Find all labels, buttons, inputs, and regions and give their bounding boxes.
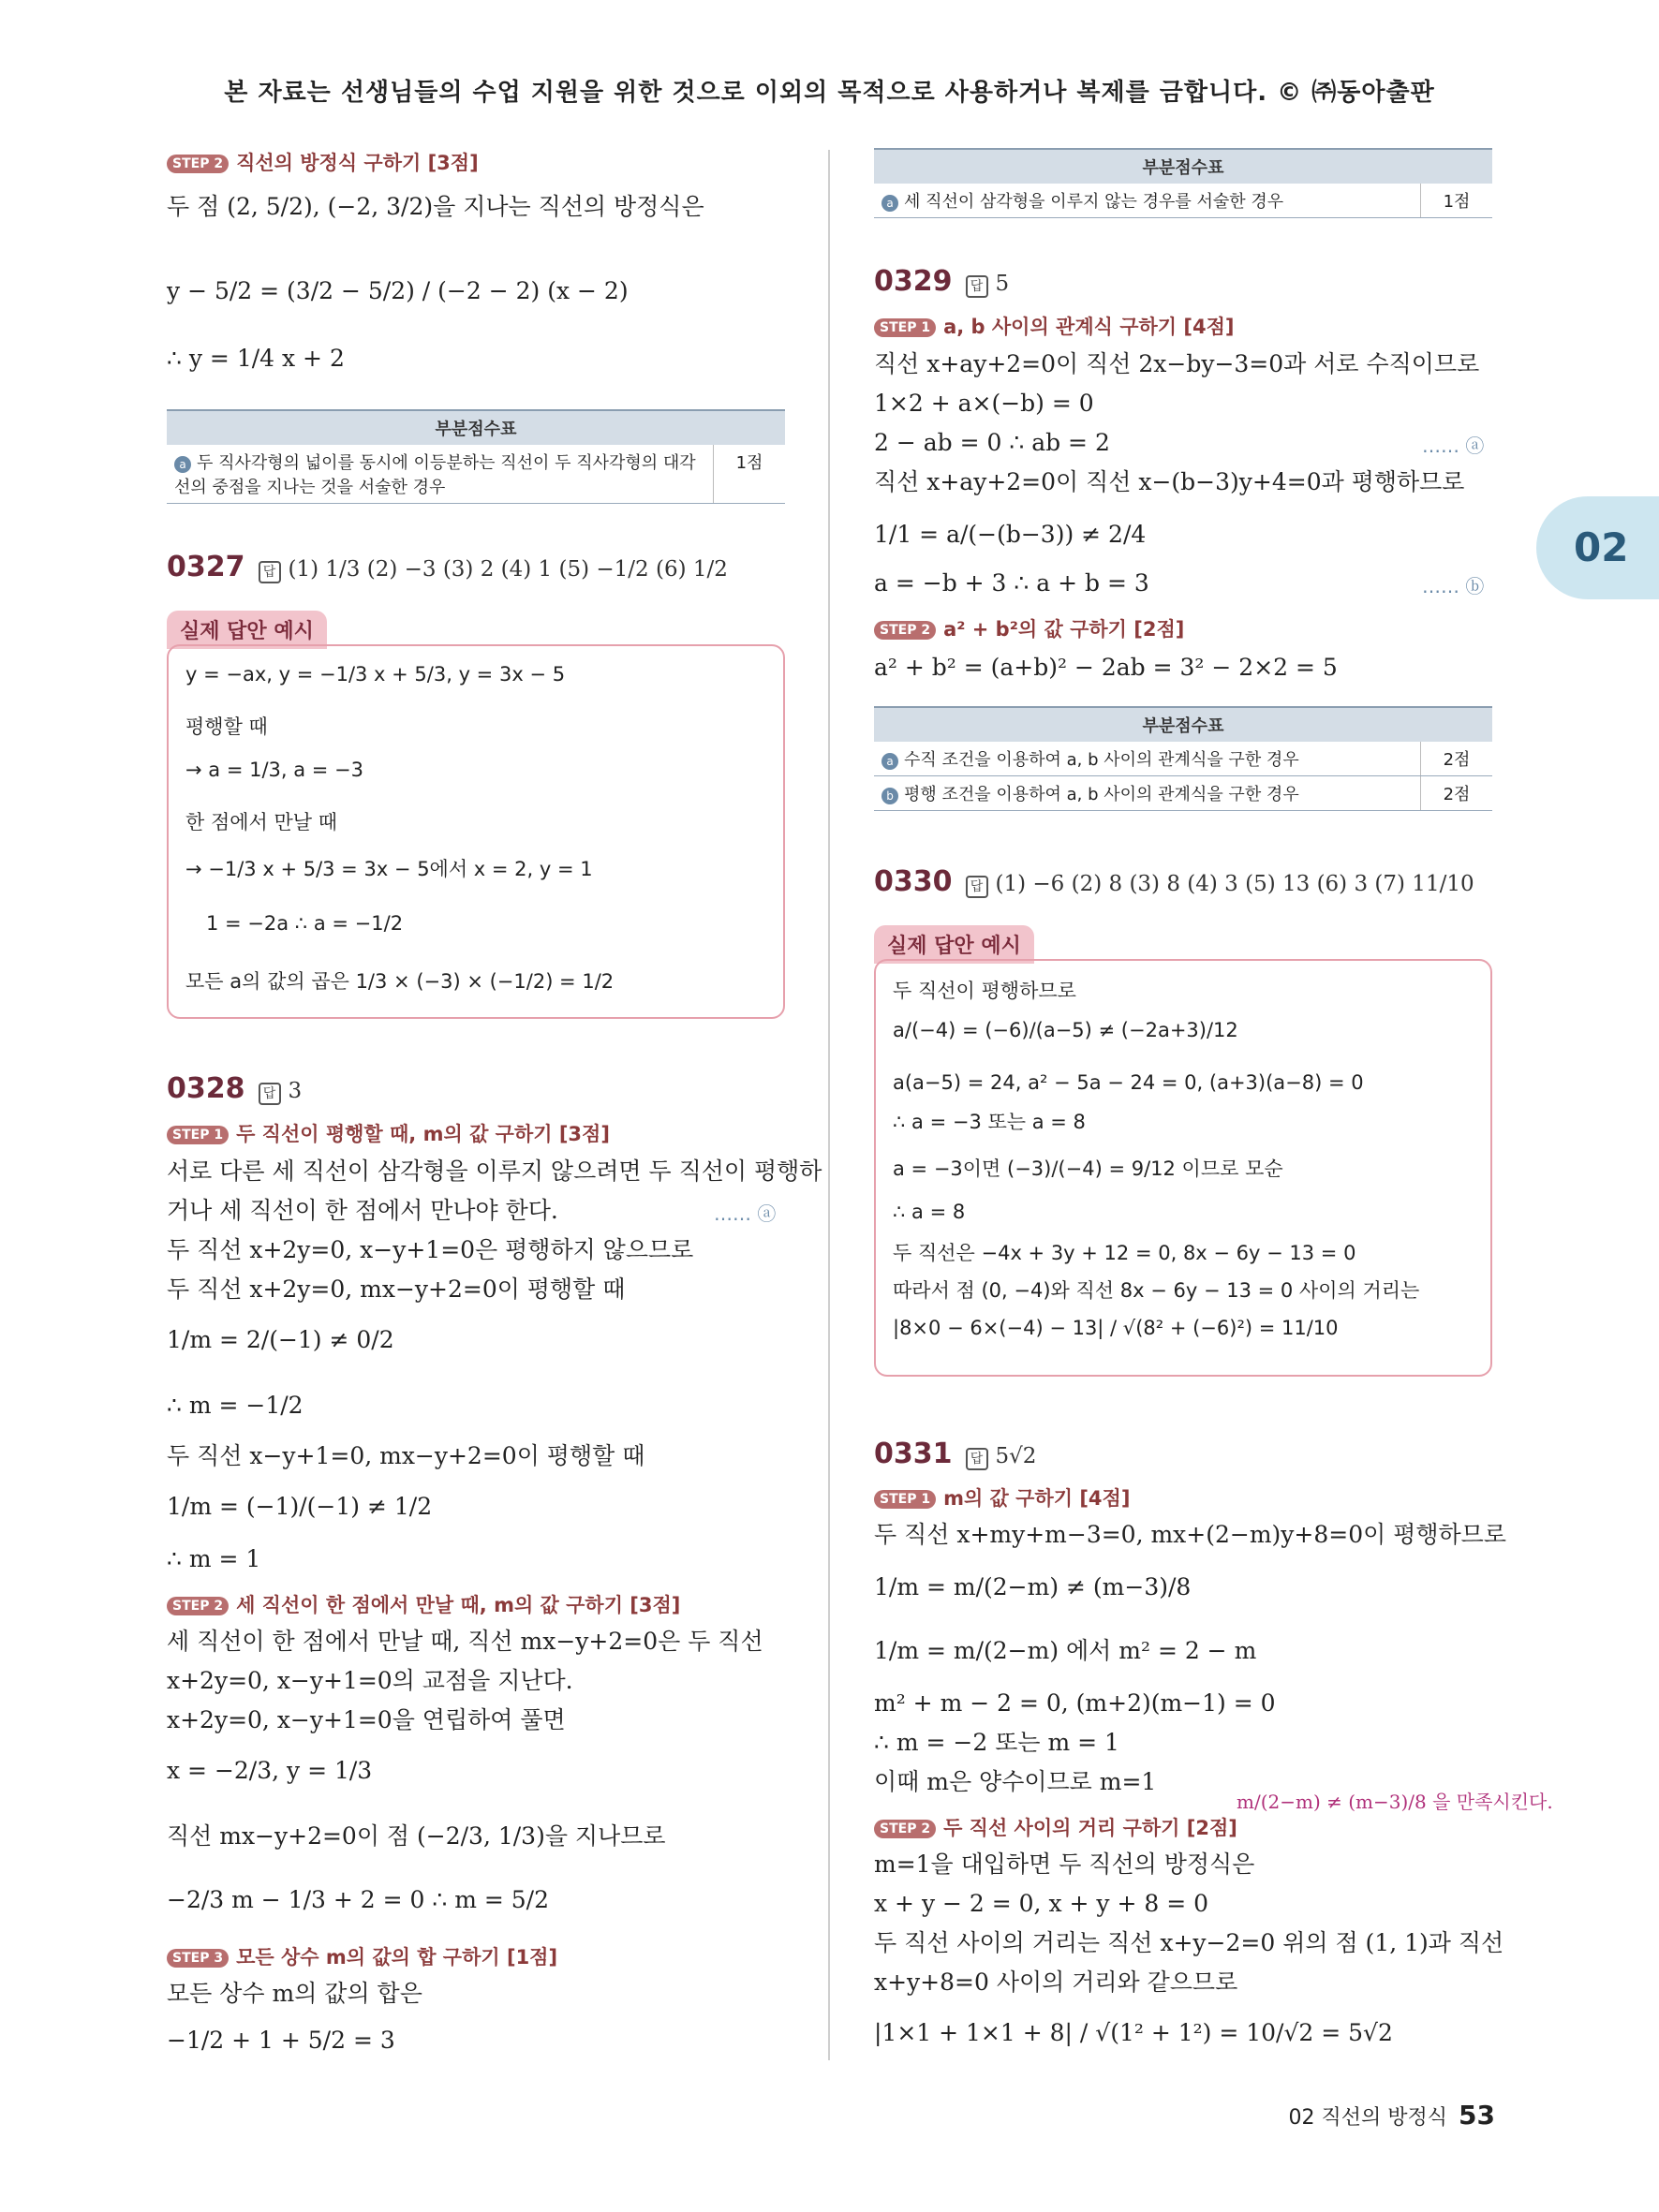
handwritten-line: a(a−5) = 24, a² − 5a − 24 = 0, (a+3)(a−8) = 0 — [893, 1071, 1364, 1094]
handwritten-line: → −1/3 x + 5/3 = 3x − 5에서 x = 2, y = 1 — [185, 858, 593, 880]
score-row — [874, 184, 1492, 218]
equation-line: |1×1 + 1×1 + 8| / √(1² + 1²) = 10/√2 = 5√2 — [874, 2019, 1393, 2046]
text-line: x+y+8=0 사이의 거리와 같으므로 — [874, 1969, 1238, 1996]
handwritten-line: 평행할 때 — [185, 715, 268, 738]
score-points: 1점 — [1443, 192, 1471, 212]
equation-line: ∴ m = −2 또는 m = 1 — [874, 1729, 1119, 1756]
marker-b: …… ⓑ — [1422, 575, 1485, 597]
answer-text: 3 — [288, 1079, 303, 1103]
equation-line: ∴ y = 1/4 x + 2 — [167, 345, 345, 372]
score-table-head: 부분점수표 — [874, 708, 1492, 742]
answer-text: (1) −6 (2) 8 (3) 8 (4) 3 (5) 13 (6) 3 (7) 11/10 — [995, 872, 1474, 896]
equation-line: 1×2 + a×(−b) = 0 — [874, 390, 1094, 417]
score-row — [167, 445, 785, 504]
handwritten-line: → a = 1/3, a = −3 — [185, 759, 364, 781]
equation-line: ∴ m = 1 — [167, 1545, 261, 1572]
question-number: 0331 — [874, 1438, 953, 1470]
text-line: 거나 세 직선이 한 점에서 만나야 한다. — [167, 1197, 558, 1224]
step1-heading: STEP 1 m의 값 구하기 [4점] — [874, 1483, 1130, 1512]
equation-line: 1/m = m/(2−m) ≠ (m−3)/8 — [874, 1573, 1192, 1600]
equation-line: 1/m = (−1)/(−1) ≠ 1/2 — [167, 1493, 433, 1520]
copyright-notice: 본 자료는 선생님들의 수업 지원을 위한 것으로 이외의 목적으로 사용하거나 복제를 금합니다. © ㈜동아출판 — [224, 79, 1435, 107]
handwritten-line: a/(−4) = (−6)/(a−5) ≠ (−2a+3)/12 — [893, 1019, 1238, 1041]
example-label: 실제 답안 예시 — [874, 925, 1034, 964]
question-number: 0329 — [874, 265, 953, 298]
text-line: 두 직선 사이의 거리는 직선 x+y−2=0 위의 점 (1, 1)과 직선 — [874, 1929, 1504, 1956]
text-line: m=1을 대입하면 두 직선의 방정식은 — [874, 1851, 1255, 1878]
text-line: 두 직선 x+2y=0, x−y+1=0은 평행하지 않으므로 — [167, 1236, 694, 1263]
question-0329-head — [874, 265, 1009, 298]
marker-a: …… ⓐ — [714, 1202, 777, 1225]
question-0327-head — [167, 551, 728, 583]
text-line: x+2y=0, x−y+1=0의 교점을 지난다. — [167, 1667, 573, 1694]
step2-heading: STEP 2 a² + b²의 값 구하기 [2점] — [874, 614, 1184, 642]
margin-note: m/(2−m) ≠ (m−3)/8 을 만족시킨다. — [1237, 1791, 1553, 1813]
score-table-head: 부분점수표 — [167, 411, 785, 445]
score-row — [874, 742, 1492, 776]
text-line: 직선 x+ay+2=0이 직선 2x−by−3=0과 서로 수직이므로 — [874, 350, 1480, 377]
text-line: 직선 mx−y+2=0이 점 (−2/3, 1/3)을 지나므로 — [167, 1822, 666, 1850]
text-line: 서로 다른 세 직선이 삼각형을 이루지 않으려면 두 직선이 평행하 — [167, 1158, 822, 1185]
example-answer-box — [874, 959, 1492, 1377]
circle-a-icon: a — [881, 195, 898, 212]
score-desc: 세 직선이 삼각형을 이루지 않는 경우를 서술한 경우 — [904, 192, 1284, 212]
equation-line: ∴ m = −1/2 — [167, 1392, 304, 1419]
score-desc: 평행 조건을 이용하여 a, b 사이의 관계식을 구한 경우 — [904, 785, 1299, 804]
score-desc: 수직 조건을 이용하여 a, b 사이의 관계식을 구한 경우 — [904, 750, 1299, 770]
equation-line: x + y − 2 = 0, x + y + 8 = 0 — [874, 1890, 1209, 1917]
handwritten-line: |8×0 − 6×(−4) − 13| / √(8² + (−6)²) = 11/10 — [893, 1317, 1339, 1339]
equation-line: 1/m = m/(2−m) 에서 m² = 2 − m — [874, 1637, 1257, 1664]
question-0331-head — [874, 1438, 1036, 1470]
equation-line: −2/3 m − 1/3 + 2 = 0 ∴ m = 5/2 — [167, 1886, 549, 1913]
text-line: 세 직선이 한 점에서 만날 때, 직선 mx−y+2=0은 두 직선 — [167, 1628, 763, 1655]
partial-score-table — [167, 409, 785, 504]
equation-line: 1/m = 2/(−1) ≠ 0/2 — [167, 1326, 394, 1353]
handwritten-line: 두 직선은 −4x + 3y + 12 = 0, 8x − 6y − 13 = 0 — [893, 1242, 1356, 1264]
answer-icon: 답 — [259, 1083, 281, 1105]
answer-text: 5√2 — [995, 1444, 1037, 1468]
circle-a-icon: a — [174, 456, 191, 473]
question-number: 0330 — [874, 865, 953, 898]
example-answer-box — [167, 644, 785, 1019]
handwritten-line: 1 = −2a ∴ a = −1/2 — [206, 912, 404, 935]
handwritten-line: 모든 a의 값의 곱은 1/3 × (−3) × (−1/2) = 1/2 — [185, 970, 615, 993]
text-line: 직선 x+ay+2=0이 직선 x−(b−3)y+4=0과 평행하므로 — [874, 468, 1465, 495]
step2-heading: STEP 2 세 직선이 한 점에서 만날 때, m의 값 구하기 [3점] — [167, 1590, 680, 1618]
step1-heading: STEP 1 a, b 사이의 관계식 구하기 [4점] — [874, 312, 1234, 340]
answer-text: 5 — [995, 272, 1010, 296]
answer-icon: 답 — [966, 275, 988, 298]
score-points: 1점 — [735, 453, 763, 473]
equation-line: a² + b² = (a+b)² − 2ab = 3² − 2×2 = 5 — [874, 654, 1338, 681]
text-line: 이때 m은 양수이므로 m=1 — [874, 1768, 1157, 1795]
step1-heading: STEP 1 두 직선이 평행할 때, m의 값 구하기 [3점] — [167, 1119, 610, 1147]
partial-score-table — [874, 148, 1492, 218]
score-table-head: 부분점수표 — [874, 150, 1492, 184]
text-line: 두 직선 x−y+1=0, mx−y+2=0이 평행할 때 — [167, 1442, 645, 1469]
step3-heading: STEP 3 모든 상수 m의 값의 합 구하기 [1점] — [167, 1942, 557, 1970]
text-line: x+2y=0, x−y+1=0을 연립하여 풀면 — [167, 1706, 566, 1733]
handwritten-line: 한 점에서 만날 때 — [185, 811, 338, 833]
equation-line: a = −b + 3 ∴ a + b = 3 — [874, 569, 1149, 597]
equation-line: x = −2/3, y = 1/3 — [167, 1757, 373, 1784]
chapter-tab: 02 — [1536, 496, 1659, 599]
step2-heading: STEP 2 두 직선 사이의 거리 구하기 [2점] — [874, 1813, 1237, 1841]
chapter-title: 02 직선의 방정식 — [1288, 2106, 1448, 2130]
score-desc: 두 직사각형의 넓이를 동시에 이등분하는 직선이 두 직사각형의 대각선의 중점을 지나는 것을 서술한 경우 — [174, 453, 696, 497]
text-line: 두 직선 x+my+m−3=0, mx+(2−m)y+8=0이 평행하므로 — [874, 1521, 1506, 1548]
page-footer — [1289, 2100, 1495, 2131]
partial-score-table — [874, 706, 1492, 811]
question-0330-head — [874, 865, 1474, 898]
handwritten-line: a = −3이면 (−3)/(−4) = 9/12 이므로 모순 — [893, 1158, 1283, 1180]
handwritten-line: y = −ax, y = −1/3 x + 5/3, y = 3x − 5 — [185, 663, 566, 686]
answer-text: (1) 1/3 (2) −3 (3) 2 (4) 1 (5) −1/2 (6) 1/2 — [288, 557, 728, 582]
handwritten-line: ∴ a = −3 또는 a = 8 — [893, 1111, 1086, 1133]
text-line: 두 점 (2, 5/2), (−2, 3/2)을 지나는 직선의 방정식은 — [167, 193, 704, 220]
text-line: 두 직선 x+2y=0, mx−y+2=0이 평행할 때 — [167, 1276, 626, 1303]
example-label: 실제 답안 예시 — [167, 611, 327, 649]
text-line: 모든 상수 m의 값의 합은 — [167, 1980, 422, 2007]
column-divider — [828, 150, 830, 2060]
equation-line: 1/1 = a/(−(b−3)) ≠ 2/4 — [874, 521, 1147, 548]
question-0328-head — [167, 1072, 302, 1105]
handwritten-line: ∴ a = 8 — [893, 1201, 966, 1223]
score-points: 2점 — [1443, 750, 1471, 770]
equation-line: 2 − ab = 0 ∴ ab = 2 — [874, 429, 1110, 456]
question-number: 0328 — [167, 1072, 245, 1105]
equation-line: m² + m − 2 = 0, (m+2)(m−1) = 0 — [874, 1689, 1276, 1717]
equation-line: −1/2 + 1 + 5/2 = 3 — [167, 2027, 395, 2054]
answer-icon: 답 — [966, 1448, 988, 1470]
page-number: 53 — [1459, 2100, 1495, 2131]
handwritten-line: 두 직선이 평행하므로 — [893, 980, 1076, 1002]
marker-a: …… ⓐ — [1422, 435, 1485, 457]
equation-line: y − 5/2 = (3/2 − 5/2) / (−2 − 2) (x − 2) — [167, 277, 629, 304]
circle-b-icon: b — [881, 788, 898, 804]
score-row — [874, 776, 1492, 811]
answer-icon: 답 — [966, 876, 988, 898]
circle-a-icon: a — [881, 753, 898, 770]
score-points: 2점 — [1443, 785, 1471, 804]
answer-icon: 답 — [259, 561, 281, 583]
handwritten-line: 따라서 점 (0, −4)와 직선 8x − 6y − 13 = 0 사이의 거리는 — [893, 1279, 1420, 1302]
step2-heading: STEP 2 직선의 방정식 구하기 [3점] — [167, 148, 479, 176]
question-number: 0327 — [167, 551, 245, 583]
